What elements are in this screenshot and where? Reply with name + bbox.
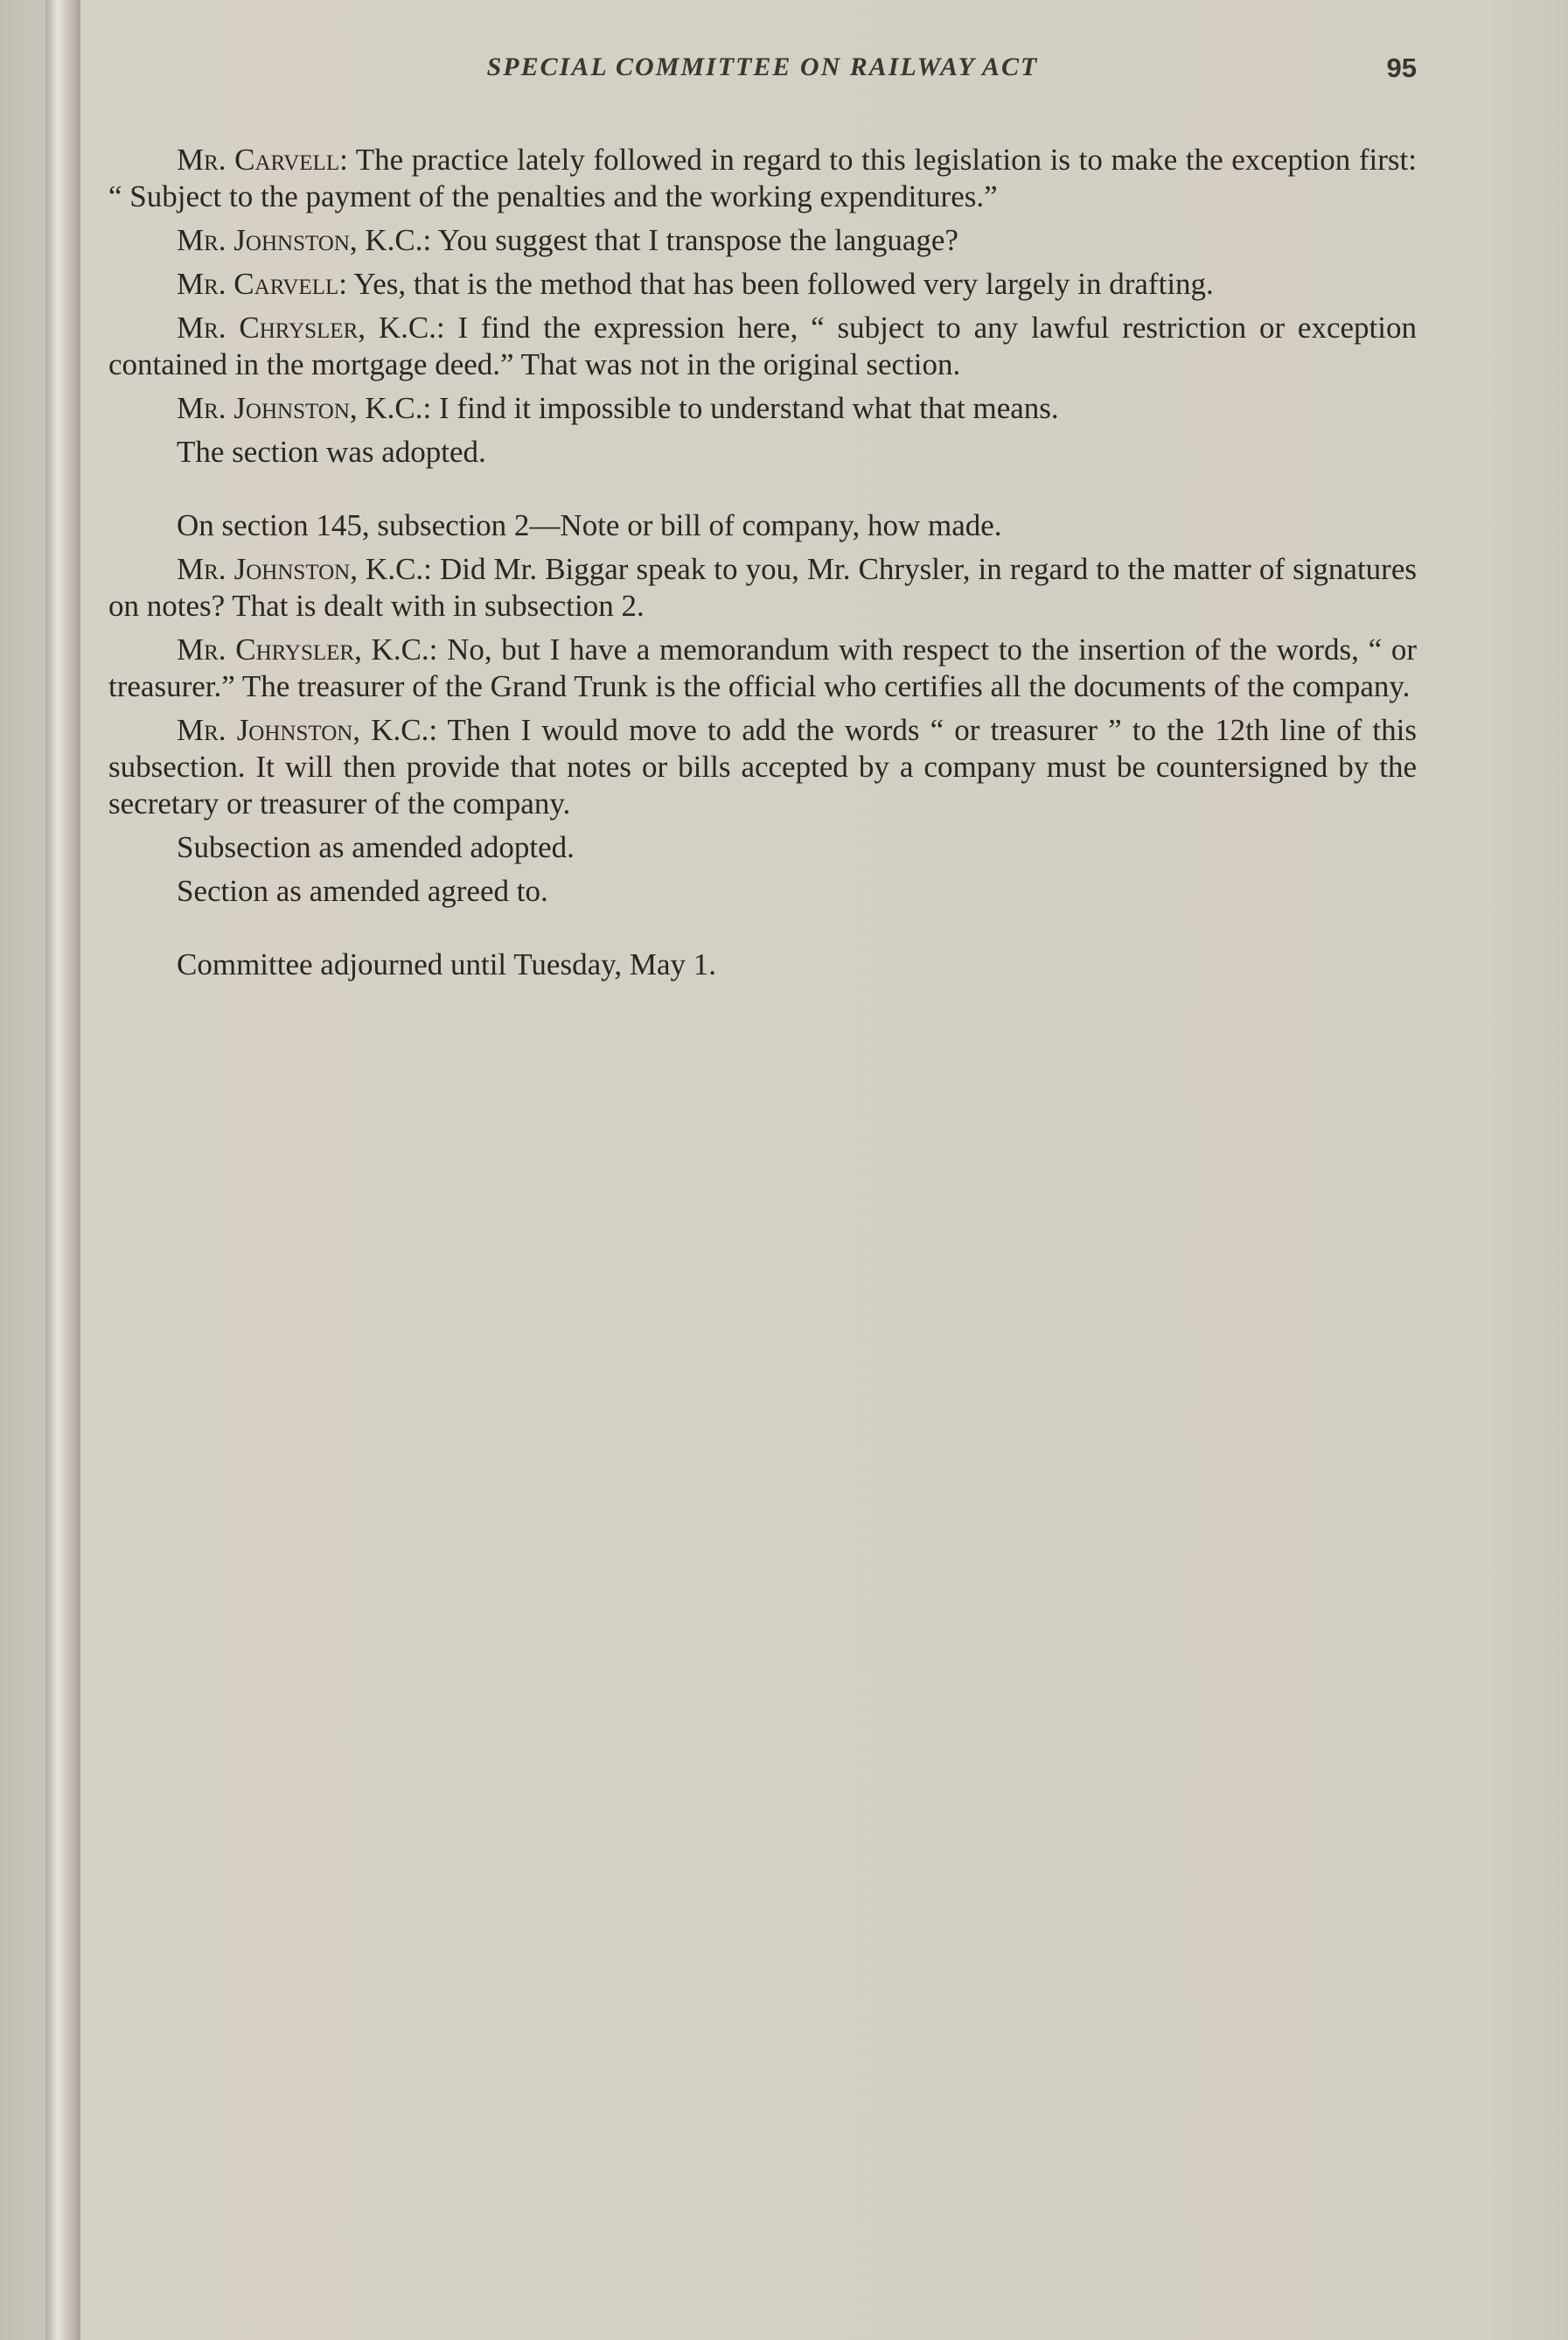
paragraph-text: I find it impossible to understand what that means. bbox=[431, 391, 1059, 425]
paragraph bbox=[108, 310, 1417, 383]
speaker-name: Mr. Johnston, K.C.: bbox=[177, 223, 432, 257]
paragraph bbox=[108, 632, 1417, 705]
paragraph-text: The practice lately followed in regard to this legislation is to make the exception first: “ Subject to the payment of the penalties and the working expenditures.” bbox=[108, 143, 1417, 213]
paragraph-text: Then I would move to add the words “ or treasurer ” to the 12th line of this subsection. It will then provide that notes or bills accepted by a company must be countersigned by the secretary or treasurer of the company. bbox=[108, 713, 1417, 821]
facing-page-edge bbox=[0, 0, 45, 2340]
paragraph-text: On section 145, subsection 2—Note or bill of company, how made. bbox=[177, 508, 1002, 542]
paragraph-text: Subsection as amended adopted. bbox=[177, 830, 575, 864]
paragraph-text: Committee adjourned until Tuesday, May 1. bbox=[177, 947, 716, 981]
speaker-name: Mr. Chrysler, K.C.: bbox=[177, 311, 445, 345]
paragraph-text: Section as amended agreed to. bbox=[177, 874, 548, 908]
paragraph bbox=[108, 434, 1417, 471]
paragraph-text: Did Mr. Biggar speak to you, Mr. Chrysler, in regard to the matter of signatures on notes? That is dealt with in subsection 2. bbox=[108, 552, 1417, 623]
paragraph-text: You suggest that I transpose the language? bbox=[431, 223, 958, 257]
speaker-name: Mr. Carvell: bbox=[177, 143, 348, 177]
speaker-name: Mr. Carvell: bbox=[177, 267, 347, 301]
paragraph-text: The section was adopted. bbox=[177, 435, 486, 469]
speaker-name: Mr. Johnston, K.C.: bbox=[177, 552, 432, 586]
paragraph-text: No, but I have a memorandum with respect to the insertion of the words, “ or treasurer.” The treasurer of the Grand Trunk is the official who certifies all the documents of the company. bbox=[108, 632, 1417, 703]
closing-line bbox=[108, 946, 1417, 983]
speaker-name: Mr. Johnston, K.C.: bbox=[177, 713, 438, 747]
page-header bbox=[108, 52, 1417, 91]
page-body bbox=[108, 142, 1417, 990]
paragraph bbox=[108, 712, 1417, 822]
paragraph bbox=[108, 873, 1417, 910]
section-heading bbox=[108, 507, 1417, 544]
paragraph-text: I find the expression here, “ subject to any lawful restriction or exception contained in the mortgage deed.” That was not in the original section. bbox=[108, 311, 1417, 381]
section-break bbox=[108, 917, 1417, 946]
section-break bbox=[108, 478, 1417, 507]
speaker-name: Mr. Chrysler, K.C.: bbox=[177, 632, 438, 667]
paragraph bbox=[108, 829, 1417, 866]
running-title: SPECIAL COMMITTEE ON RAILWAY ACT bbox=[486, 52, 1039, 81]
paragraph bbox=[108, 142, 1417, 215]
page-number: 95 bbox=[1386, 52, 1417, 83]
book-gutter bbox=[45, 0, 80, 2340]
paragraph-text: Yes, that is the method that has been followed very largely in drafting. bbox=[346, 267, 1214, 301]
paragraph bbox=[108, 390, 1417, 427]
paragraph bbox=[108, 551, 1417, 625]
paragraph bbox=[108, 266, 1417, 303]
speaker-name: Mr. Johnston, K.C.: bbox=[177, 391, 432, 425]
paragraph bbox=[108, 222, 1417, 259]
